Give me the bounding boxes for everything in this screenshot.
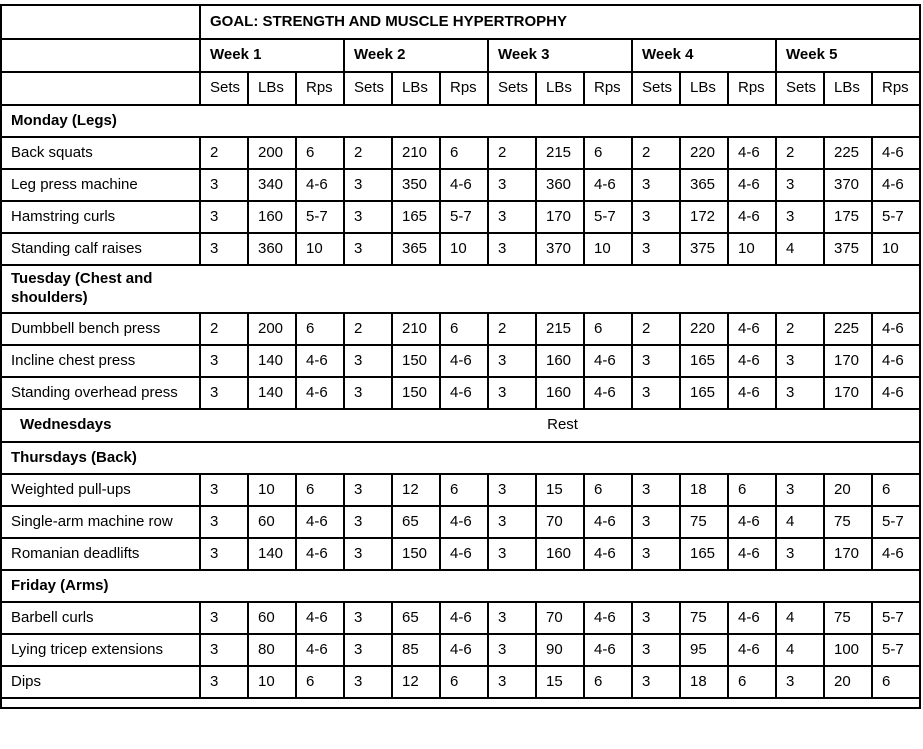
rps-cell: 6 (440, 666, 488, 698)
lbs-cell: 172 (680, 201, 728, 233)
rps-cell: 4-6 (440, 345, 488, 377)
lbs-cell: 150 (392, 345, 440, 377)
lbs-cell: 375 (824, 233, 872, 265)
sets-cell: 3 (488, 169, 536, 201)
lbs-cell: 10 (248, 474, 296, 506)
rps-cell: 6 (296, 474, 344, 506)
lbs-cell: 75 (824, 602, 872, 634)
sets-cell: 3 (632, 634, 680, 666)
sets-cell: 3 (632, 506, 680, 538)
lbs-cell: 215 (536, 313, 584, 345)
lbs-cell: 65 (392, 506, 440, 538)
lbs-cell: 225 (824, 137, 872, 169)
column-header-rps: Rps (728, 72, 776, 105)
cutoff-section-row (1, 698, 920, 708)
sets-cell: 3 (344, 474, 392, 506)
exercise-name: Weighted pull-ups (1, 474, 200, 506)
exercise-row (1, 474, 920, 506)
sets-cell: 3 (200, 201, 248, 233)
sets-cell: 3 (200, 169, 248, 201)
column-header-rps: Rps (296, 72, 344, 105)
rps-cell: 6 (440, 137, 488, 169)
sets-cell: 3 (344, 666, 392, 698)
lbs-cell: 225 (824, 313, 872, 345)
rps-cell: 6 (584, 137, 632, 169)
sets-cell: 3 (488, 602, 536, 634)
rest-day-label: Wednesdays (20, 416, 112, 434)
sets-cell: 3 (632, 169, 680, 201)
rps-cell: 5-7 (296, 201, 344, 233)
section-title: Tuesday (Chest and shoulders) (11, 270, 153, 306)
sets-cell: 3 (632, 345, 680, 377)
sets-cell: 3 (200, 602, 248, 634)
sets-cell: 3 (488, 634, 536, 666)
week-header-row (1, 39, 920, 72)
corner-blank (1, 39, 200, 72)
sets-cell: 2 (344, 137, 392, 169)
lbs-cell: 165 (680, 345, 728, 377)
rps-cell: 4-6 (440, 377, 488, 409)
sets-cell: 2 (488, 313, 536, 345)
rps-cell: 4-6 (296, 169, 344, 201)
lbs-cell: 150 (392, 377, 440, 409)
lbs-cell: 160 (536, 538, 584, 570)
column-header-lbs: LBs (824, 72, 872, 105)
lbs-cell: 340 (248, 169, 296, 201)
sets-cell: 3 (344, 634, 392, 666)
lbs-cell: 160 (536, 345, 584, 377)
rps-cell: 4-6 (728, 506, 776, 538)
column-header-sets: Sets (344, 72, 392, 105)
exercise-row (1, 538, 920, 570)
rps-cell: 6 (872, 474, 920, 506)
corner-blank (1, 72, 200, 105)
lbs-cell: 12 (392, 474, 440, 506)
rps-cell: 5-7 (872, 506, 920, 538)
lbs-cell: 370 (536, 233, 584, 265)
sets-cell: 3 (200, 506, 248, 538)
lbs-cell: 370 (824, 169, 872, 201)
sets-cell: 3 (632, 377, 680, 409)
sets-cell: 3 (488, 233, 536, 265)
section-title: Friday (Arms) (11, 576, 109, 594)
sets-cell: 3 (200, 666, 248, 698)
rps-cell: 5-7 (440, 201, 488, 233)
rps-cell: 4-6 (440, 602, 488, 634)
rps-cell: 4-6 (584, 538, 632, 570)
sets-cell: 2 (776, 313, 824, 345)
sets-cell: 3 (200, 634, 248, 666)
rps-cell: 5-7 (872, 201, 920, 233)
sets-cell: 3 (632, 233, 680, 265)
lbs-cell: 90 (536, 634, 584, 666)
exercise-name: Dips (1, 666, 200, 698)
section-header (1, 442, 920, 474)
sets-cell: 4 (776, 602, 824, 634)
sets-cell: 3 (200, 474, 248, 506)
lbs-cell: 200 (248, 313, 296, 345)
lbs-cell: 140 (248, 538, 296, 570)
section-header (1, 265, 920, 313)
sets-cell: 3 (344, 602, 392, 634)
rps-cell: 5-7 (872, 602, 920, 634)
lbs-cell: 170 (824, 538, 872, 570)
sets-cell: 3 (632, 602, 680, 634)
lbs-cell: 75 (680, 506, 728, 538)
exercise-name: Single-arm machine row (1, 506, 200, 538)
rps-cell: 4-6 (872, 538, 920, 570)
rps-cell: 4-6 (728, 538, 776, 570)
column-header-lbs: LBs (392, 72, 440, 105)
column-header-sets: Sets (488, 72, 536, 105)
lbs-cell: 75 (680, 602, 728, 634)
lbs-cell: 165 (680, 377, 728, 409)
rps-cell: 6 (728, 474, 776, 506)
lbs-cell: 80 (248, 634, 296, 666)
sets-cell: 3 (344, 345, 392, 377)
rps-cell: 10 (728, 233, 776, 265)
rps-cell: 4-6 (296, 538, 344, 570)
exercise-name: Dumbbell bench press (1, 313, 200, 345)
sets-cell: 3 (776, 345, 824, 377)
exercise-name: Standing overhead press (1, 377, 200, 409)
sets-cell: 3 (776, 474, 824, 506)
lbs-cell: 65 (392, 602, 440, 634)
exercise-row (1, 506, 920, 538)
lbs-cell: 175 (824, 201, 872, 233)
rps-cell: 4-6 (728, 313, 776, 345)
metric-header-row (1, 72, 920, 105)
column-header-lbs: LBs (680, 72, 728, 105)
sets-cell: 3 (200, 377, 248, 409)
rps-cell: 5-7 (872, 634, 920, 666)
lbs-cell: 95 (680, 634, 728, 666)
rps-cell: 4-6 (296, 506, 344, 538)
lbs-cell: 70 (536, 602, 584, 634)
lbs-cell: 350 (392, 169, 440, 201)
section-header-row (1, 265, 920, 313)
exercise-name: Barbell curls (1, 602, 200, 634)
sets-cell: 3 (488, 538, 536, 570)
exercise-row (1, 233, 920, 265)
sets-cell: 3 (632, 474, 680, 506)
lbs-cell: 220 (680, 313, 728, 345)
lbs-cell: 170 (536, 201, 584, 233)
sets-cell: 4 (776, 506, 824, 538)
lbs-cell: 375 (680, 233, 728, 265)
sets-cell: 3 (488, 201, 536, 233)
rps-cell: 4-6 (728, 201, 776, 233)
sets-cell: 4 (776, 233, 824, 265)
exercise-row (1, 602, 920, 634)
lbs-cell: 18 (680, 474, 728, 506)
sets-cell: 3 (488, 345, 536, 377)
rps-cell: 6 (728, 666, 776, 698)
rps-cell: 4-6 (440, 169, 488, 201)
lbs-cell: 140 (248, 345, 296, 377)
lbs-cell: 160 (536, 377, 584, 409)
column-header-rps: Rps (872, 72, 920, 105)
sets-cell: 2 (200, 313, 248, 345)
rps-cell: 4-6 (728, 602, 776, 634)
cutoff-section-header (1, 698, 920, 708)
rps-cell: 6 (296, 137, 344, 169)
lbs-cell: 365 (680, 169, 728, 201)
lbs-cell: 150 (392, 538, 440, 570)
sets-cell: 3 (488, 377, 536, 409)
rps-cell: 4-6 (872, 169, 920, 201)
exercise-row (1, 313, 920, 345)
lbs-cell: 165 (680, 538, 728, 570)
rps-cell: 6 (584, 313, 632, 345)
corner-blank (1, 5, 200, 39)
sets-cell: 3 (344, 233, 392, 265)
lbs-cell: 18 (680, 666, 728, 698)
lbs-cell: 60 (248, 506, 296, 538)
section-header-row (1, 570, 920, 602)
lbs-cell: 12 (392, 666, 440, 698)
week-header: Week 1 (200, 39, 344, 72)
rps-cell: 4-6 (728, 634, 776, 666)
rps-cell: 4-6 (584, 345, 632, 377)
section-header (1, 570, 920, 602)
lbs-cell: 170 (824, 377, 872, 409)
sets-cell: 3 (344, 377, 392, 409)
exercise-name: Standing calf raises (1, 233, 200, 265)
rps-cell: 4-6 (872, 345, 920, 377)
rps-cell: 4-6 (728, 169, 776, 201)
lbs-cell: 165 (392, 201, 440, 233)
sets-cell: 3 (344, 506, 392, 538)
week-header: Week 5 (776, 39, 920, 72)
lbs-cell: 85 (392, 634, 440, 666)
plan-table-body (1, 5, 920, 708)
sets-cell: 3 (776, 201, 824, 233)
column-header-lbs: LBs (536, 72, 584, 105)
sets-cell: 3 (776, 169, 824, 201)
lbs-cell: 70 (536, 506, 584, 538)
goal-row (1, 5, 920, 39)
column-header-rps: Rps (584, 72, 632, 105)
goal-title: GOAL: STRENGTH AND MUSCLE HYPERTROPHY (200, 5, 920, 39)
rps-cell: 4-6 (296, 345, 344, 377)
rps-cell: 4-6 (728, 377, 776, 409)
workout-plan-table (0, 4, 921, 709)
sets-cell: 3 (488, 666, 536, 698)
sets-cell: 3 (776, 538, 824, 570)
rps-cell: 10 (872, 233, 920, 265)
rps-cell: 4-6 (584, 169, 632, 201)
exercise-row (1, 666, 920, 698)
exercise-row (1, 169, 920, 201)
exercise-name: Romanian deadlifts (1, 538, 200, 570)
rps-cell: 10 (296, 233, 344, 265)
section-title: Thursdays (Back) (11, 448, 137, 466)
rps-cell: 6 (584, 666, 632, 698)
lbs-cell: 220 (680, 137, 728, 169)
column-header-sets: Sets (632, 72, 680, 105)
rps-cell: 10 (440, 233, 488, 265)
exercise-name: Lying tricep extensions (1, 634, 200, 666)
sets-cell: 3 (200, 538, 248, 570)
sets-cell: 3 (632, 201, 680, 233)
lbs-cell: 60 (248, 602, 296, 634)
exercise-name: Leg press machine (1, 169, 200, 201)
sets-cell: 3 (632, 538, 680, 570)
rps-cell: 4-6 (872, 313, 920, 345)
rps-cell: 4-6 (584, 602, 632, 634)
rps-cell: 4-6 (872, 377, 920, 409)
week-header: Week 2 (344, 39, 488, 72)
rest-flex-wrap (11, 416, 917, 435)
rps-cell: 6 (584, 474, 632, 506)
rps-cell: 6 (440, 313, 488, 345)
section-header-row (1, 442, 920, 474)
exercise-name: Back squats (1, 137, 200, 169)
lbs-cell: 20 (824, 666, 872, 698)
rps-cell: 6 (872, 666, 920, 698)
sets-cell: 3 (488, 474, 536, 506)
sets-cell: 3 (344, 538, 392, 570)
section-header (1, 105, 920, 137)
rps-cell: 4-6 (296, 377, 344, 409)
section-title: Monday (Legs) (11, 111, 117, 129)
exercise-row (1, 634, 920, 666)
rps-cell: 4-6 (584, 377, 632, 409)
sets-cell: 3 (632, 666, 680, 698)
rps-cell: 6 (296, 666, 344, 698)
rps-cell: 4-6 (440, 506, 488, 538)
rps-cell: 6 (296, 313, 344, 345)
lbs-cell: 15 (536, 474, 584, 506)
rps-cell: 4-6 (728, 137, 776, 169)
exercise-row (1, 377, 920, 409)
sets-cell: 3 (776, 666, 824, 698)
sets-cell: 4 (776, 634, 824, 666)
rps-cell: 4-6 (440, 634, 488, 666)
sets-cell: 2 (344, 313, 392, 345)
sets-cell: 2 (200, 137, 248, 169)
rps-cell: 4-6 (584, 506, 632, 538)
exercise-name: Incline chest press (1, 345, 200, 377)
rps-cell: 10 (584, 233, 632, 265)
column-header-sets: Sets (776, 72, 824, 105)
sets-cell: 3 (200, 345, 248, 377)
lbs-cell: 200 (248, 137, 296, 169)
rest-day-value: Rest (547, 416, 578, 434)
sets-cell: 3 (488, 506, 536, 538)
column-header-rps: Rps (440, 72, 488, 105)
rps-cell: 4-6 (440, 538, 488, 570)
sets-cell: 2 (488, 137, 536, 169)
rps-cell: 4-6 (296, 634, 344, 666)
rest-day-cell (1, 409, 920, 442)
lbs-cell: 360 (248, 233, 296, 265)
column-header-lbs: LBs (248, 72, 296, 105)
lbs-cell: 210 (392, 137, 440, 169)
lbs-cell: 170 (824, 345, 872, 377)
sets-cell: 2 (632, 137, 680, 169)
rps-cell: 6 (440, 474, 488, 506)
rps-cell: 4-6 (584, 634, 632, 666)
section-header-row (1, 105, 920, 137)
rps-cell: 5-7 (584, 201, 632, 233)
sets-cell: 2 (632, 313, 680, 345)
lbs-cell: 10 (248, 666, 296, 698)
lbs-cell: 100 (824, 634, 872, 666)
lbs-cell: 365 (392, 233, 440, 265)
lbs-cell: 360 (536, 169, 584, 201)
column-header-sets: Sets (200, 72, 248, 105)
sets-cell: 3 (344, 169, 392, 201)
rps-cell: 4-6 (872, 137, 920, 169)
week-header: Week 3 (488, 39, 632, 72)
lbs-cell: 215 (536, 137, 584, 169)
lbs-cell: 140 (248, 377, 296, 409)
sets-cell: 2 (776, 137, 824, 169)
sets-cell: 3 (200, 233, 248, 265)
sets-cell: 3 (344, 201, 392, 233)
exercise-row (1, 201, 920, 233)
lbs-cell: 75 (824, 506, 872, 538)
week-header: Week 4 (632, 39, 776, 72)
exercise-row (1, 137, 920, 169)
lbs-cell: 20 (824, 474, 872, 506)
lbs-cell: 15 (536, 666, 584, 698)
lbs-cell: 210 (392, 313, 440, 345)
rps-cell: 4-6 (296, 602, 344, 634)
sets-cell: 3 (776, 377, 824, 409)
rps-cell: 4-6 (728, 345, 776, 377)
rest-row (1, 409, 920, 442)
lbs-cell: 160 (248, 201, 296, 233)
exercise-row (1, 345, 920, 377)
exercise-name: Hamstring curls (1, 201, 200, 233)
